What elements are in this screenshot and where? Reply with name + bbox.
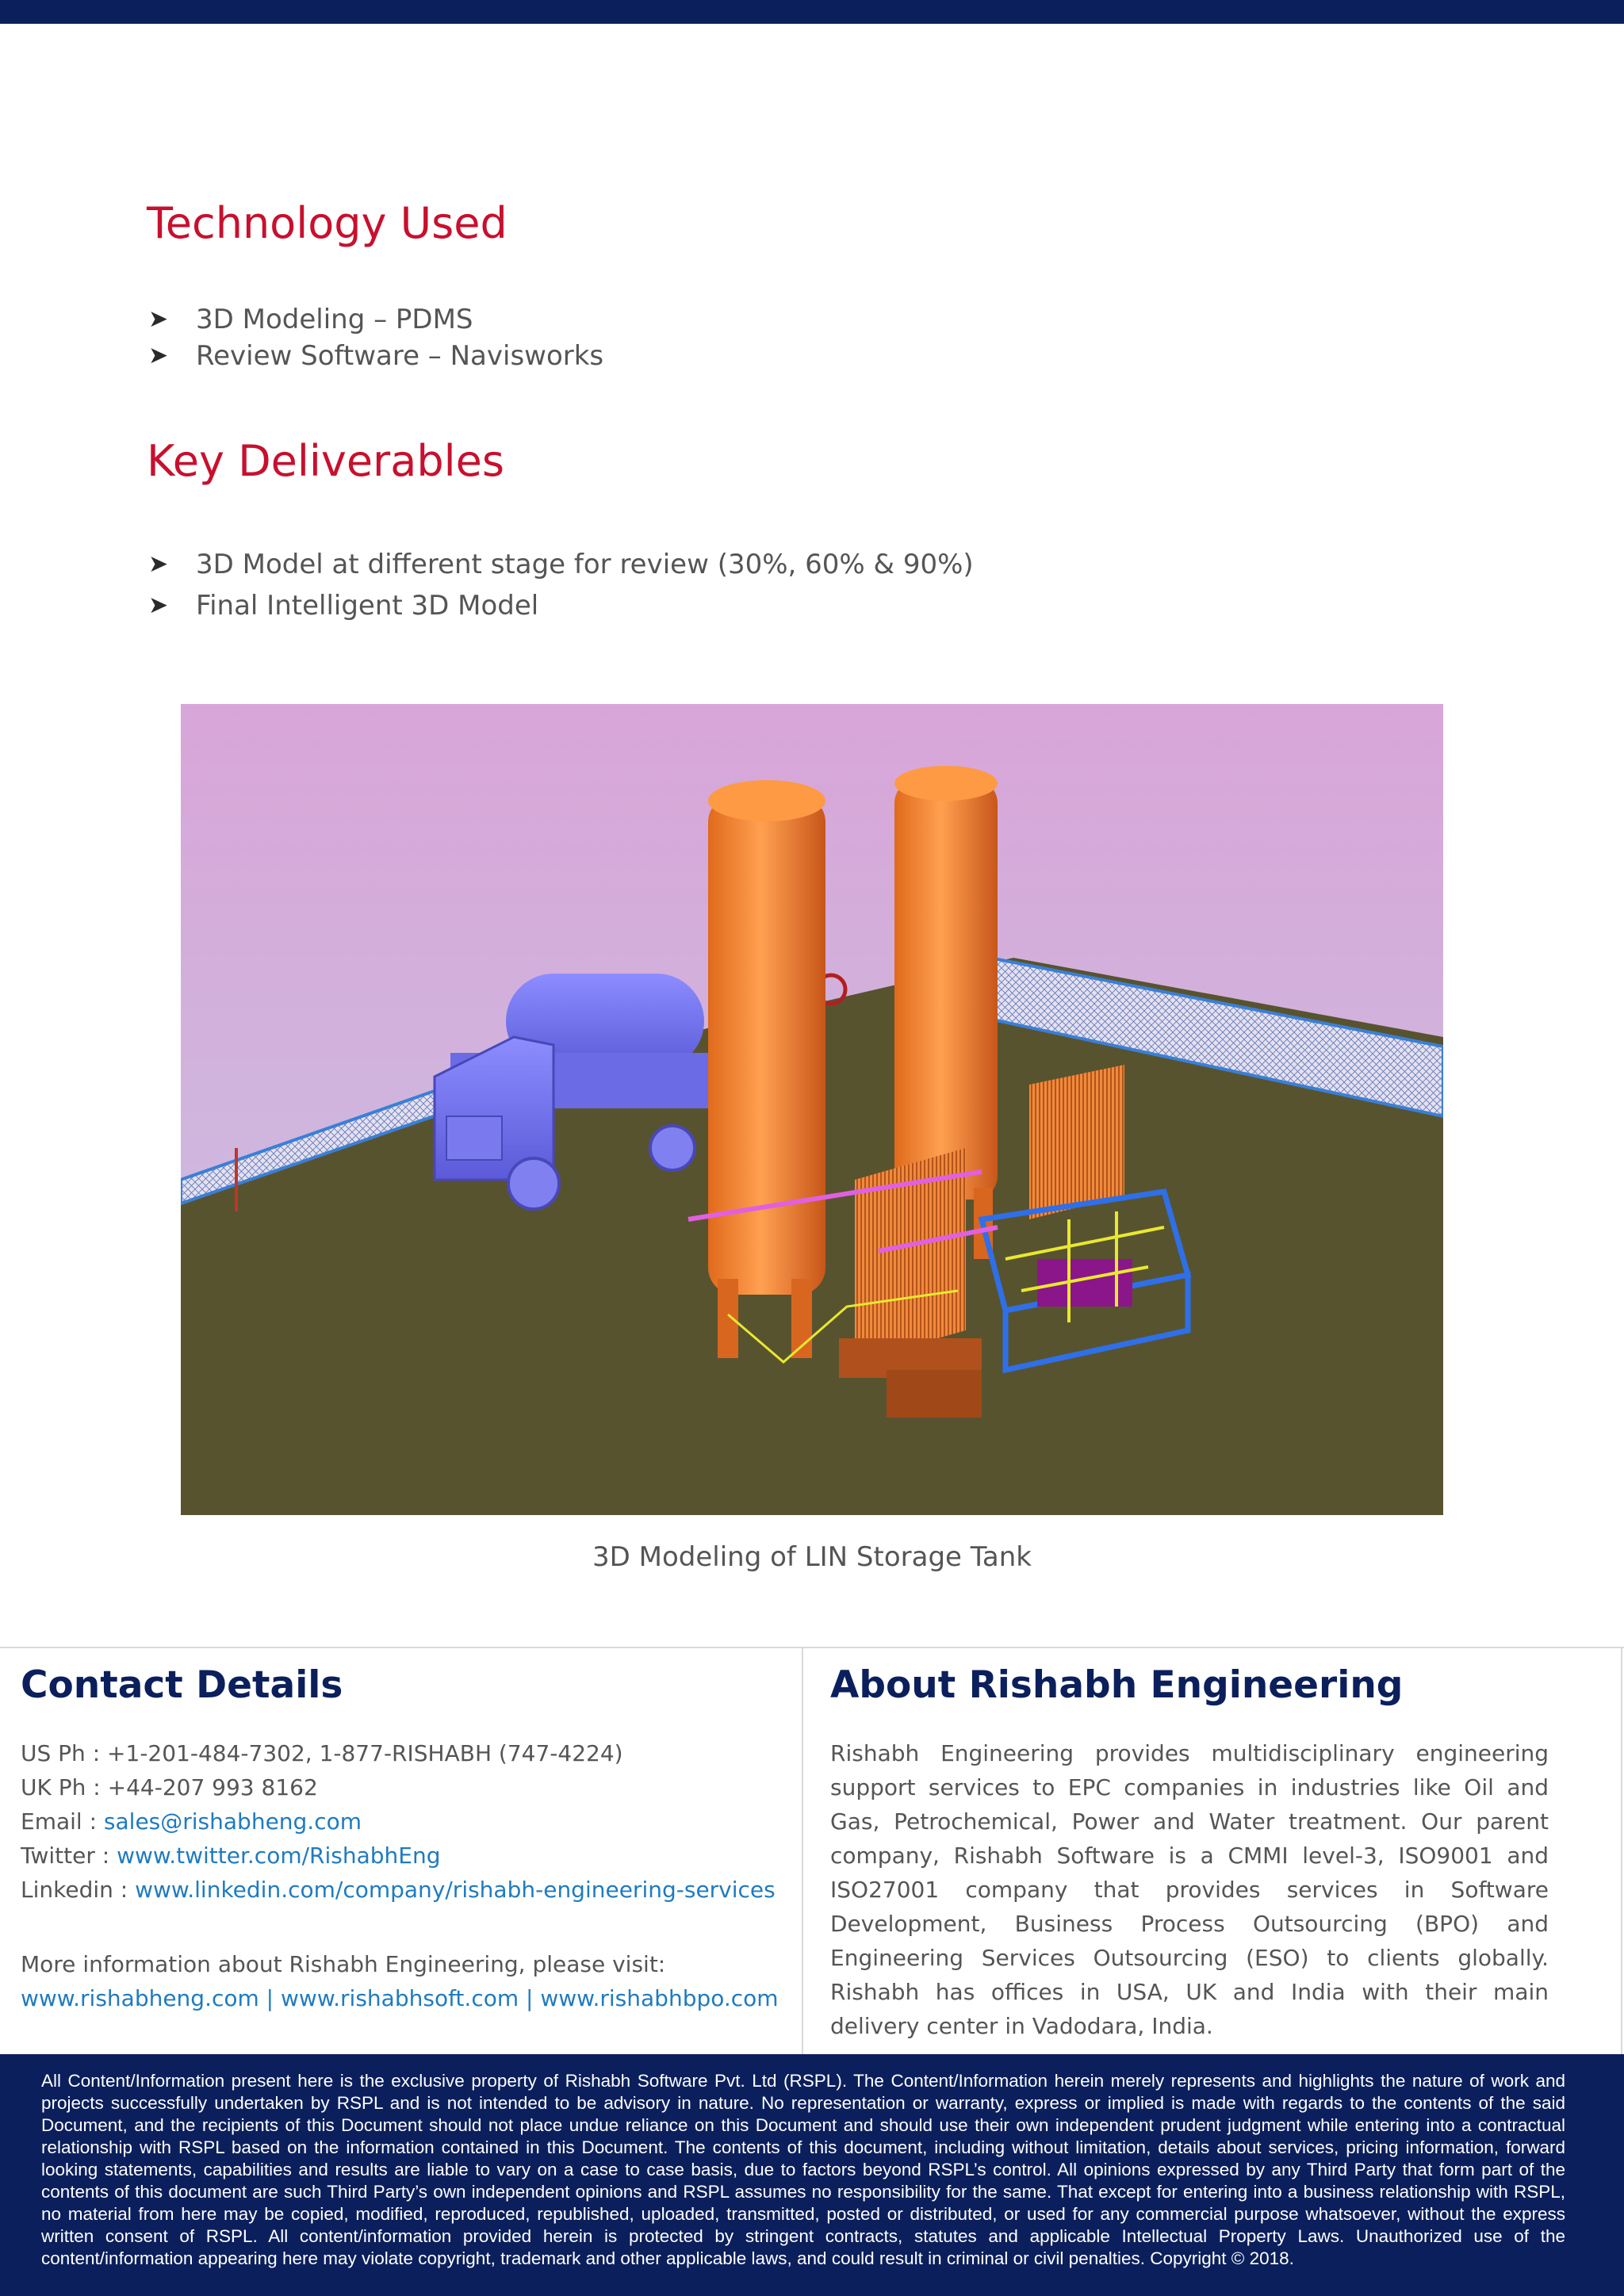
arrow-bullet-icon: ➤ [148, 342, 169, 369]
uk-phone-label: UK Ph : [21, 1774, 108, 1800]
linkedin-label: Linkedin : [21, 1877, 136, 1903]
email-row [21, 1804, 776, 1839]
linkedin-row [21, 1873, 776, 1907]
deliverable-item-final-model: Final Intelligent 3D Model [196, 590, 539, 622]
website-links [21, 1947, 779, 2015]
technology-item-modeling: 3D Modeling – PDMS [196, 304, 473, 335]
vaporizer-base [887, 1370, 982, 1418]
rishabhsoft-link[interactable]: www.rishabhsoft.com [281, 1985, 519, 2011]
website-links-row [21, 1981, 779, 2015]
tank-left-leg [718, 1279, 738, 1358]
technology-heading: Technology Used [147, 198, 508, 248]
deliverables-list [147, 544, 974, 626]
deliverables-heading: Key Deliverables [147, 436, 504, 486]
lin-storage-tank-render [181, 704, 1443, 1515]
rishabhbpo-link[interactable]: www.rishabhbpo.com [540, 1985, 779, 2011]
technology-list [147, 301, 603, 374]
truck-wheel [508, 1158, 559, 1209]
tank-left-body [708, 795, 825, 1295]
arrow-bullet-icon: ➤ [148, 550, 169, 578]
about-title: About Rishabh Engineering [830, 1663, 1404, 1707]
deliverable-item-staged-model: 3D Model at different stage for review (30%, 60% & 90%) [196, 549, 974, 580]
truck-grille [446, 1116, 502, 1160]
technology-item-review: Review Software – Navisworks [196, 340, 604, 372]
vaporizer-rear [1029, 1065, 1124, 1219]
us-phone-value: +1-201-484-7302, 1-877-RISHABH (747-4224) [107, 1740, 623, 1766]
arrow-bullet-icon: ➤ [148, 305, 169, 333]
us-phone-row [21, 1736, 776, 1770]
link-separator: | [259, 1985, 282, 2011]
link-separator: | [519, 1985, 541, 2011]
vaporizer-front [855, 1148, 966, 1362]
email-label: Email : [21, 1808, 104, 1835]
twitter-label: Twitter : [21, 1843, 117, 1869]
us-phone-label: US Ph : [21, 1740, 108, 1766]
rishabheng-link[interactable]: www.rishabheng.com [21, 1985, 259, 2011]
list-item [147, 338, 603, 374]
column-divider [802, 1647, 803, 2054]
linkedin-link[interactable]: www.linkedin.com/company/rishabh-engineering-services [135, 1877, 776, 1903]
uk-phone-row [21, 1770, 776, 1804]
right-border [1621, 1647, 1622, 2054]
about-text: Rishabh Engineering provides multidisciplinary engineering support services to EPC companies in industries like Oil and Gas, Petrochemical, Power and Water treatment. Our parent company, Rishabh Software is a CMMI level-3, ISO9001 and ISO27001 company that provides services in Software Development, Business Process Outsourcing (BPO) and Engineering Services Outsourcing (ESO) to clients globally. Rishabh has offices in USA, UK and India with their main delivery center in Vadodara, India. [830, 1740, 1549, 2039]
section-divider [0, 1647, 1624, 1648]
uk-phone-value: +44-207 993 8162 [107, 1774, 318, 1800]
top-banner-bar [0, 0, 1624, 24]
contact-details [21, 1736, 776, 1907]
truck-wheel [650, 1126, 695, 1170]
list-item [147, 585, 974, 626]
tank-right-top [894, 766, 998, 801]
list-item [147, 544, 974, 585]
more-info-text: More information about Rishabh Engineering, please visit: [21, 1951, 666, 1977]
twitter-link[interactable]: www.twitter.com/RishabhEng [117, 1843, 441, 1869]
twitter-row [21, 1839, 776, 1873]
list-item [147, 301, 603, 338]
email-link[interactable]: sales@rishabheng.com [103, 1808, 362, 1835]
legal-disclaimer: All Content/Information present here is the exclusive property of Rishabh Software Pvt. Ltd (RSPL). The Content/Information herein merely represents and highlights the nature of work and projects successfully undertaken by RSPL and is not intended to be advisory in nature. No representation or warranty, express or implied is made with regards to the contents of the said Document, and the recipients of this Document should not place undue reliance on this Document and should use their own independent prudent judgment while entering into a contractual relationship with RSPL based on the information contained in this Document. The contents of this document, including without limitation, details about services, pricing information, forward looking statements, capabilities and results are liable to vary on a case to case basis, due to factors beyond RSPL’s control. All opinions expressed by any Third Party that form part of the contents of this document are such Third Party’s own independent opinions and RSPL assumes no responsibility for the same. That except for entering into a business relationship with RSPL, no material from here may be copied, modified, reproduced, republished, uploaded, transmitted, posted or distributed, or used for any commercial purpose whatsoever, without the express written consent of RSPL. All content/information provided herein is protected by stringent contracts, statutes and applicable Intellectual Property Laws. Unauthorized use of the content/information appearing here may violate copyright, trademark and other applicable laws, and could result in criminal or civil penalties. Copyright © 2018. [41, 2071, 1565, 2268]
arrow-bullet-icon: ➤ [148, 591, 169, 619]
tank-right-body [894, 779, 998, 1200]
contact-title: Contact Details [21, 1663, 343, 1707]
tank-left-top [708, 780, 825, 821]
figure-caption: 3D Modeling of LIN Storage Tank [592, 1541, 1032, 1573]
